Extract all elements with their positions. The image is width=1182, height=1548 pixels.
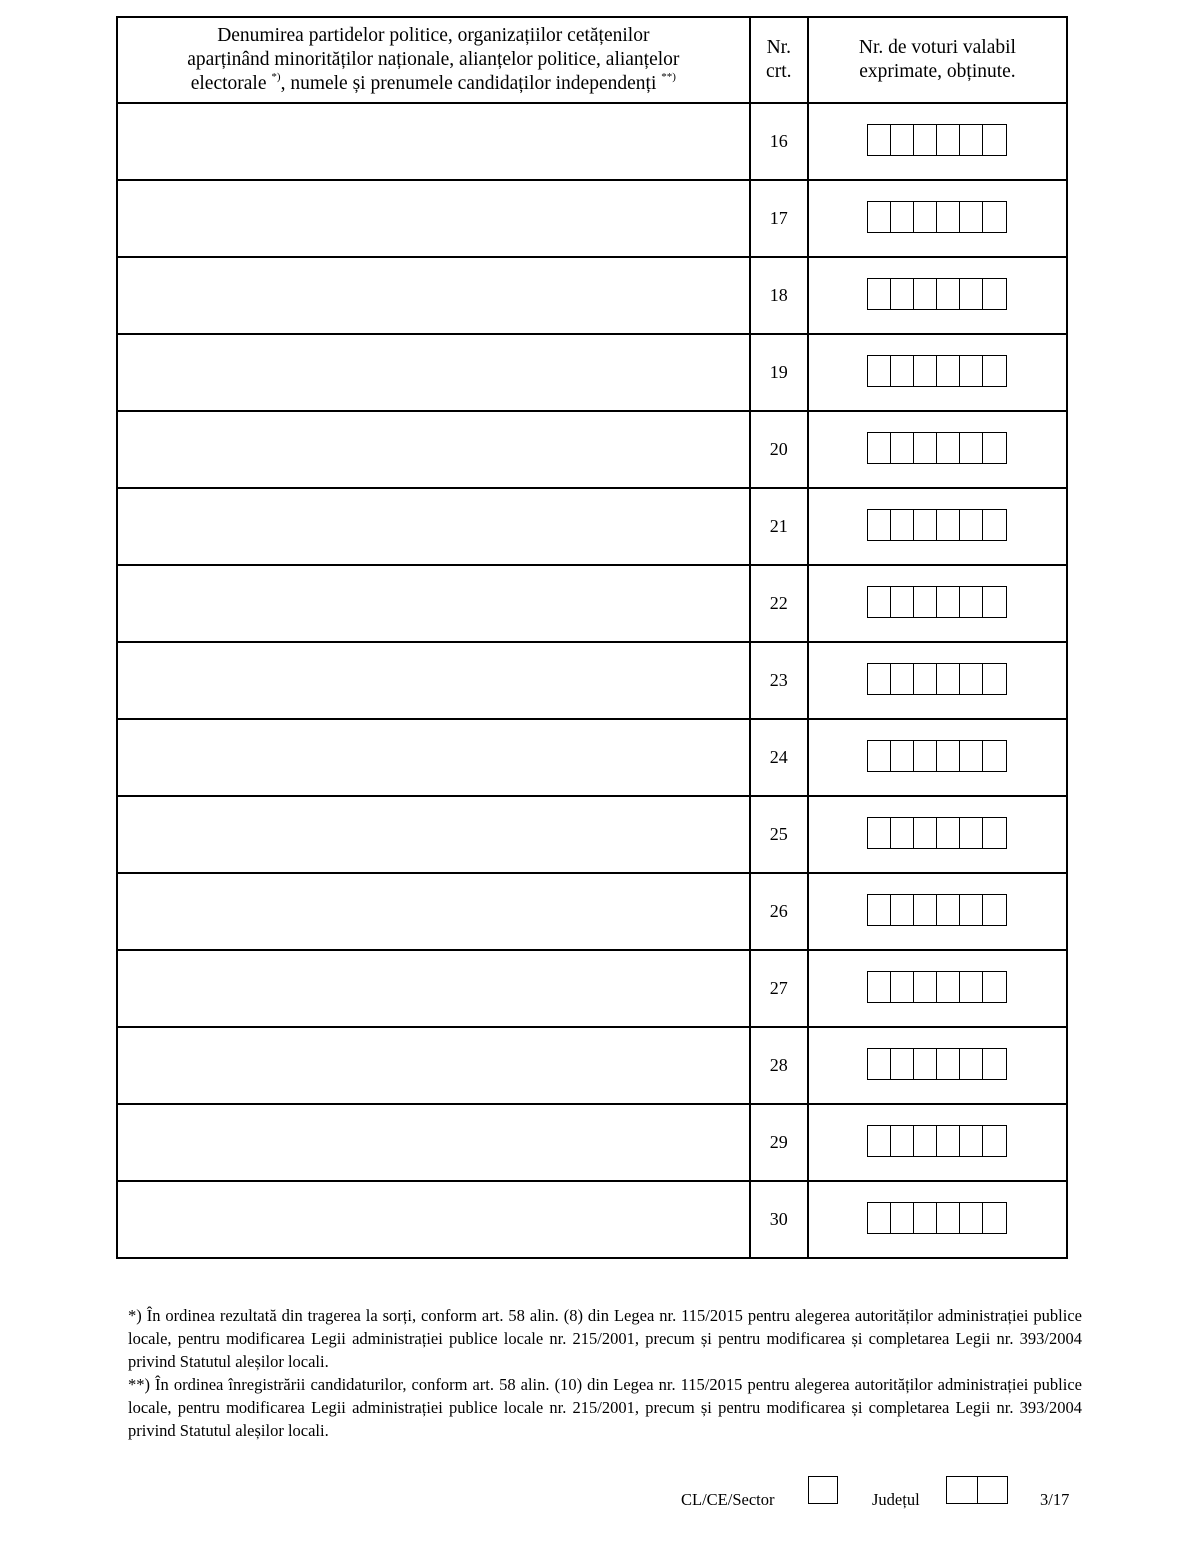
- party-name-cell[interactable]: [117, 1181, 750, 1258]
- votes-cell: [808, 873, 1067, 950]
- votes-cell: [808, 1104, 1067, 1181]
- county-digit-box[interactable]: [978, 1477, 1008, 1503]
- vote-digit-box[interactable]: [937, 279, 960, 309]
- vote-digit-boxes[interactable]: [867, 740, 1007, 772]
- vote-digit-boxes[interactable]: [867, 817, 1007, 849]
- vote-digit-boxes[interactable]: [867, 432, 1007, 464]
- header-row-number: Nr. crt.: [750, 17, 808, 103]
- row-number: 18: [750, 257, 808, 334]
- party-name-cell[interactable]: [117, 1104, 750, 1181]
- vote-digit-box[interactable]: [937, 433, 960, 463]
- row-number: 23: [750, 642, 808, 719]
- vote-digit-box[interactable]: [914, 818, 937, 848]
- votes-cell: [808, 1027, 1067, 1104]
- vote-digit-box[interactable]: [914, 279, 937, 309]
- vote-digit-box[interactable]: [960, 356, 983, 386]
- table-row: [117, 488, 1067, 565]
- vote-digit-box[interactable]: [960, 895, 983, 925]
- votes-cell: [808, 103, 1067, 180]
- vote-digit-box[interactable]: [937, 664, 960, 694]
- vote-digit-box[interactable]: [914, 433, 937, 463]
- vote-digit-box[interactable]: [868, 1126, 891, 1156]
- votes-cell: [808, 1181, 1067, 1258]
- table-body: [117, 103, 1067, 1258]
- vote-digit-boxes[interactable]: [867, 124, 1007, 156]
- county-label: Județul: [872, 1490, 920, 1509]
- vote-digit-box[interactable]: [914, 1126, 937, 1156]
- vote-digit-box[interactable]: [914, 895, 937, 925]
- party-name-cell[interactable]: [117, 411, 750, 488]
- vote-digit-box[interactable]: [914, 972, 937, 1002]
- row-number: 25: [750, 796, 808, 873]
- vote-digit-box[interactable]: [983, 587, 1006, 617]
- vote-digit-box[interactable]: [960, 664, 983, 694]
- vote-digit-box[interactable]: [937, 972, 960, 1002]
- vote-digit-boxes[interactable]: [867, 509, 1007, 541]
- vote-digit-box[interactable]: [983, 279, 1006, 309]
- row-number: 17: [750, 180, 808, 257]
- vote-digit-boxes[interactable]: [867, 201, 1007, 233]
- vote-digit-box[interactable]: [937, 1203, 960, 1233]
- vote-digit-box[interactable]: [960, 818, 983, 848]
- vote-digit-box[interactable]: [937, 202, 960, 232]
- vote-digit-box[interactable]: [983, 895, 1006, 925]
- vote-digit-box[interactable]: [960, 972, 983, 1002]
- vote-digit-box[interactable]: [891, 279, 914, 309]
- vote-digit-box[interactable]: [891, 895, 914, 925]
- vote-digit-boxes[interactable]: [867, 586, 1007, 618]
- party-name-cell[interactable]: [117, 1027, 750, 1104]
- table-row: [117, 334, 1067, 411]
- vote-digit-box[interactable]: [891, 664, 914, 694]
- vote-digit-box[interactable]: [914, 125, 937, 155]
- table-row: [117, 565, 1067, 642]
- row-number: 27: [750, 950, 808, 1027]
- table-row: [117, 642, 1067, 719]
- county-digit-box[interactable]: [947, 1477, 978, 1503]
- row-number: 22: [750, 565, 808, 642]
- vote-digit-box[interactable]: [891, 818, 914, 848]
- vote-digit-box[interactable]: [868, 818, 891, 848]
- vote-digit-box[interactable]: [937, 587, 960, 617]
- vote-digit-box[interactable]: [891, 202, 914, 232]
- vote-digit-box[interactable]: [891, 1203, 914, 1233]
- vote-digit-box[interactable]: [937, 125, 960, 155]
- vote-digit-box[interactable]: [983, 356, 1006, 386]
- vote-digit-box[interactable]: [868, 587, 891, 617]
- row-number: 28: [750, 1027, 808, 1104]
- vote-digit-box[interactable]: [960, 1126, 983, 1156]
- vote-digit-box[interactable]: [914, 356, 937, 386]
- vote-digit-box[interactable]: [960, 741, 983, 771]
- vote-digit-box[interactable]: [937, 510, 960, 540]
- vote-digit-box[interactable]: [960, 433, 983, 463]
- vote-digit-box[interactable]: [937, 895, 960, 925]
- party-name-cell[interactable]: [117, 642, 750, 719]
- vote-digit-box[interactable]: [983, 818, 1006, 848]
- vote-digit-box[interactable]: [960, 1049, 983, 1079]
- vote-digit-box[interactable]: [868, 895, 891, 925]
- vote-digit-box[interactable]: [868, 202, 891, 232]
- vote-digit-box[interactable]: [960, 202, 983, 232]
- vote-digit-box[interactable]: [983, 741, 1006, 771]
- table-row: [117, 796, 1067, 873]
- row-number: 30: [750, 1181, 808, 1258]
- row-number: 20: [750, 411, 808, 488]
- votes-cell: [808, 565, 1067, 642]
- vote-digit-boxes[interactable]: [867, 971, 1007, 1003]
- table-row: [117, 411, 1067, 488]
- table-row: [117, 257, 1067, 334]
- table-row: [117, 873, 1067, 950]
- vote-digit-box[interactable]: [868, 741, 891, 771]
- vote-digit-box[interactable]: [868, 510, 891, 540]
- header-party-name: Denumirea partidelor politice, organizațiilor cetățenilor aparținând minorităților naționale, alianțelor politice, alianțelor electorale *), numele și prenumele candidaților independenți **): [117, 17, 750, 103]
- vote-digit-box[interactable]: [868, 125, 891, 155]
- vote-digit-box[interactable]: [891, 1049, 914, 1079]
- table-row: [117, 1027, 1067, 1104]
- row-number: 24: [750, 719, 808, 796]
- vote-digit-box[interactable]: [983, 972, 1006, 1002]
- sector-box[interactable]: [808, 1476, 838, 1504]
- vote-digit-box[interactable]: [914, 664, 937, 694]
- header-valid-votes: Nr. de voturi valabil exprimate, obținute.: [808, 17, 1067, 103]
- vote-digit-box[interactable]: [914, 1049, 937, 1079]
- table-header-row: [117, 17, 1067, 103]
- vote-digit-box[interactable]: [891, 510, 914, 540]
- vote-digit-box[interactable]: [983, 510, 1006, 540]
- party-name-cell[interactable]: [117, 334, 750, 411]
- vote-digit-boxes[interactable]: [867, 355, 1007, 387]
- vote-digit-box[interactable]: [868, 972, 891, 1002]
- vote-digit-box[interactable]: [983, 664, 1006, 694]
- vote-digit-box[interactable]: [868, 279, 891, 309]
- party-name-cell[interactable]: [117, 950, 750, 1027]
- footnotes: [128, 1304, 1082, 1442]
- county-box[interactable]: [946, 1476, 1008, 1504]
- party-name-cell[interactable]: [117, 180, 750, 257]
- vote-digit-box[interactable]: [891, 1126, 914, 1156]
- vote-digit-box[interactable]: [891, 356, 914, 386]
- vote-digit-box[interactable]: [960, 587, 983, 617]
- party-name-cell[interactable]: [117, 796, 750, 873]
- vote-digit-box[interactable]: [914, 202, 937, 232]
- table-row: [117, 180, 1067, 257]
- footnote-ref-1: *): [271, 71, 281, 83]
- party-name-cell[interactable]: [117, 257, 750, 334]
- vote-digit-box[interactable]: [983, 1126, 1006, 1156]
- vote-digit-box[interactable]: [937, 818, 960, 848]
- vote-digit-box[interactable]: [914, 1203, 937, 1233]
- votes-table: [116, 16, 1068, 1259]
- page-footer: [0, 1474, 1182, 1514]
- row-number: 29: [750, 1104, 808, 1181]
- vote-digit-box[interactable]: [937, 1049, 960, 1079]
- vote-digit-box[interactable]: [983, 202, 1006, 232]
- vote-digit-box[interactable]: [891, 972, 914, 1002]
- row-number: 26: [750, 873, 808, 950]
- table-row: [117, 103, 1067, 180]
- votes-cell: [808, 411, 1067, 488]
- votes-cell: [808, 719, 1067, 796]
- footnote-ref-2: **): [661, 71, 676, 83]
- party-name-cell[interactable]: [117, 565, 750, 642]
- vote-digit-box[interactable]: [891, 741, 914, 771]
- vote-digit-box[interactable]: [891, 433, 914, 463]
- row-number: 21: [750, 488, 808, 565]
- row-number: 16: [750, 103, 808, 180]
- votes-cell: [808, 642, 1067, 719]
- vote-digit-box[interactable]: [983, 1203, 1006, 1233]
- table-row: [117, 1104, 1067, 1181]
- page-number: 3/17: [1040, 1490, 1070, 1509]
- footnote-1: *) În ordinea rezultată din tragerea la sorți, conform art. 58 alin. (8) din Legea nr. 115/2015 pentru alegerea autorităților administrației publice locale, pentru modificarea Legii administrației publice locale nr. 215/2001, precum și pentru modificarea și completarea Legii nr. 393/2004 privind Statutul aleșilor locali.: [128, 1306, 1082, 1371]
- vote-digit-box[interactable]: [960, 510, 983, 540]
- vote-digit-boxes[interactable]: [867, 1048, 1007, 1080]
- vote-digit-box[interactable]: [868, 356, 891, 386]
- vote-digit-box[interactable]: [868, 664, 891, 694]
- votes-cell: [808, 950, 1067, 1027]
- votes-cell: [808, 257, 1067, 334]
- vote-digit-box[interactable]: [983, 1049, 1006, 1079]
- vote-digit-box[interactable]: [960, 1203, 983, 1233]
- party-name-cell[interactable]: [117, 873, 750, 950]
- votes-cell: [808, 488, 1067, 565]
- vote-digit-boxes[interactable]: [867, 663, 1007, 695]
- vote-digit-box[interactable]: [937, 356, 960, 386]
- sector-label: CL/CE/Sector: [681, 1490, 775, 1509]
- vote-digit-box[interactable]: [960, 125, 983, 155]
- vote-digit-box[interactable]: [937, 1126, 960, 1156]
- votes-cell: [808, 180, 1067, 257]
- vote-digit-box[interactable]: [914, 741, 937, 771]
- table-row: [117, 719, 1067, 796]
- vote-digit-box[interactable]: [891, 125, 914, 155]
- vote-digit-box[interactable]: [983, 125, 1006, 155]
- vote-digit-box[interactable]: [868, 1049, 891, 1079]
- footnote-2: **) În ordinea înregistrării candidaturilor, conform art. 58 alin. (10) din Legea nr. 115/2015 pentru alegerea autorităților administrației publice locale, pentru modificarea Legii administrației publice locale nr. 215/2001, precum și pentru modificarea și completarea Legii nr. 393/2004 privind Statutul aleșilor locali.: [128, 1375, 1082, 1440]
- party-name-cell[interactable]: [117, 719, 750, 796]
- vote-digit-box[interactable]: [891, 587, 914, 617]
- votes-cell: [808, 334, 1067, 411]
- party-name-cell[interactable]: [117, 488, 750, 565]
- vote-digit-box[interactable]: [983, 433, 1006, 463]
- vote-digit-box[interactable]: [960, 279, 983, 309]
- vote-digit-boxes[interactable]: [867, 1125, 1007, 1157]
- row-number: 19: [750, 334, 808, 411]
- votes-cell: [808, 796, 1067, 873]
- table-row: [117, 950, 1067, 1027]
- vote-digit-boxes[interactable]: [867, 894, 1007, 926]
- vote-digit-box[interactable]: [868, 1203, 891, 1233]
- party-name-cell[interactable]: [117, 103, 750, 180]
- vote-digit-box[interactable]: [914, 510, 937, 540]
- vote-digit-boxes[interactable]: [867, 278, 1007, 310]
- vote-digit-box[interactable]: [937, 741, 960, 771]
- vote-digit-box[interactable]: [868, 433, 891, 463]
- vote-digit-box[interactable]: [914, 587, 937, 617]
- table-row: [117, 1181, 1067, 1258]
- vote-digit-boxes[interactable]: [867, 1202, 1007, 1234]
